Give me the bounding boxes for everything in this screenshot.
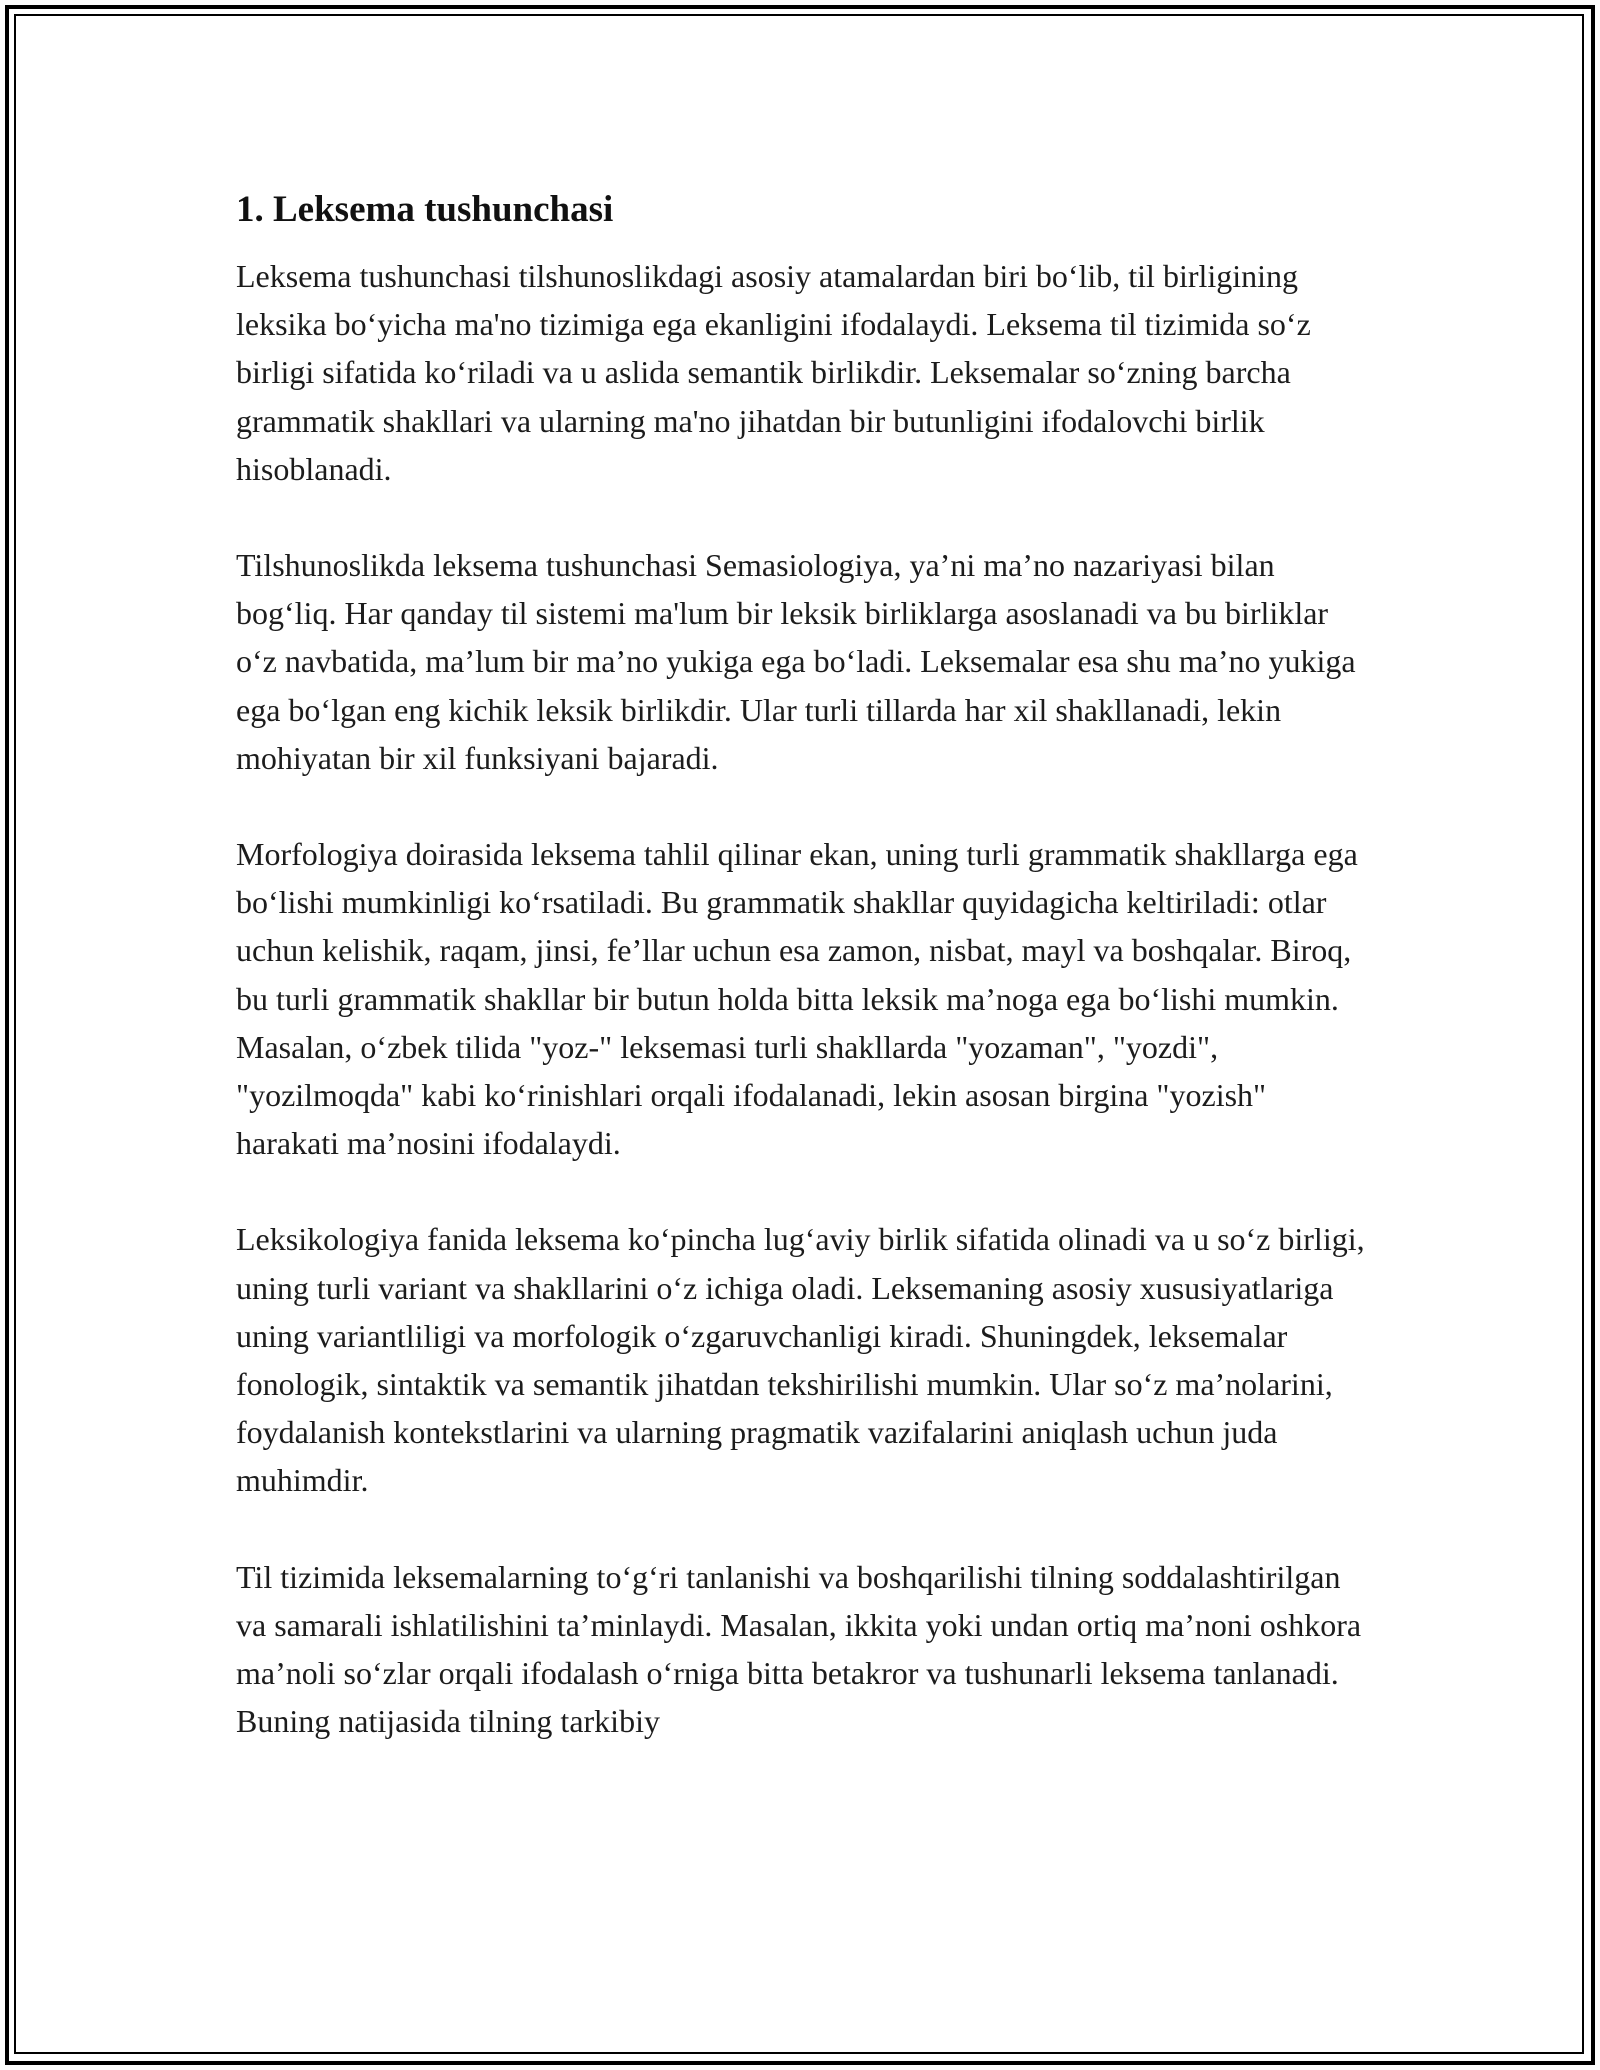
- paragraph-4: Leksikologiya fanida leksema ko‘pincha lug‘aviy birlik sifatida olinadi va u so‘z birligi, uning turli variant va shakllarini o‘z ichiga oladi. Leksemaning asosiy xususiyatlariga uning variantliligi va morfologik o‘zgaruvchanligi kiradi. Shuningdek, leksemalar fonologik, sintaktik va semantik jihatdan tekshirilishi mumkin. Ular so‘z ma’nolarini, foydalanish kontekstlarini va ularning pragmatik vazifalarini aniqlash uchun juda muhimdir.: [236, 1221, 1365, 1499]
- paragraph-3: Morfologiya doirasida leksema tahlil qilinar ekan, uning turli grammatik shakllarga ega bo‘lishi mumkinligi ko‘rsatiladi. Bu grammatik shakllar quyidagicha keltiriladi: otlar uchun kelishik, raqam, jinsi, fe’llar uchun esa zamon, nisbat, mayl va boshqalar. Biroq, bu turli grammatik shakllar bir butun holda bitta leksik ma’noga ega bo‘lishi mumkin. Masalan, o‘zbek tilida "yoz-" leksemasi turli shakllarda "yozaman", "yozdi", "yozilmoqda" kabi ko‘rinishlari orqali ifodalanadi, lekin asosan birgina "yozish" harakati ma’nosini ifodalaydi.: [236, 836, 1358, 1162]
- paragraph-2: Tilshunoslikda leksema tushunchasi Semasiologiya, ya’ni ma’no nazariyasi bilan bog‘liq. Har qanday til sistemi ma'lum bir leksik birliklarga asoslanadi va bu birliklar o‘z navbatida, ma’lum bir ma’no yukiga ega bo‘ladi. Leksemalar esa shu ma’no yukiga ega bo‘lgan eng kichik leksik birlikdir. Ular turli tillarda har xil shakllanadi, lekin mohiyatan bir xil funksiyani bajaradi.: [236, 547, 1356, 776]
- paragraph-5: Til tizimida leksemalarning to‘g‘ri tanlanishi va boshqarilishi tilning soddalashtirilgan va samarali ishlatilishini ta’minlaydi. Masalan, ikkita yoki undan ortiq ma’noni oshkora ma’noli so‘zlar orqali ifodalash o‘rniga bitta betakror va tushunarli leksema tanlanadi. Buning natijasida tilning tarkibiy: [236, 1558, 1362, 1740]
- document-body: [236, 186, 1376, 1793]
- section-heading: 1. Leksema tushunchasi: [236, 189, 614, 230]
- paragraph-1: Leksema tushunchasi tilshunoslikdagi asosiy atamalardan biri bo‘lib, til birligining leksika bo‘yicha ma'no tizimiga ega ekanligini ifodalaydi. Leksema til tizimida so‘z birligi sifatida ko‘riladi va u aslida semantik birlikdir. Leksemalar so‘zning barcha grammatik shakllari va ularning ma'no jihatdan bir butunligini ifodalovchi birlik hisoblanadi.: [236, 258, 1311, 487]
